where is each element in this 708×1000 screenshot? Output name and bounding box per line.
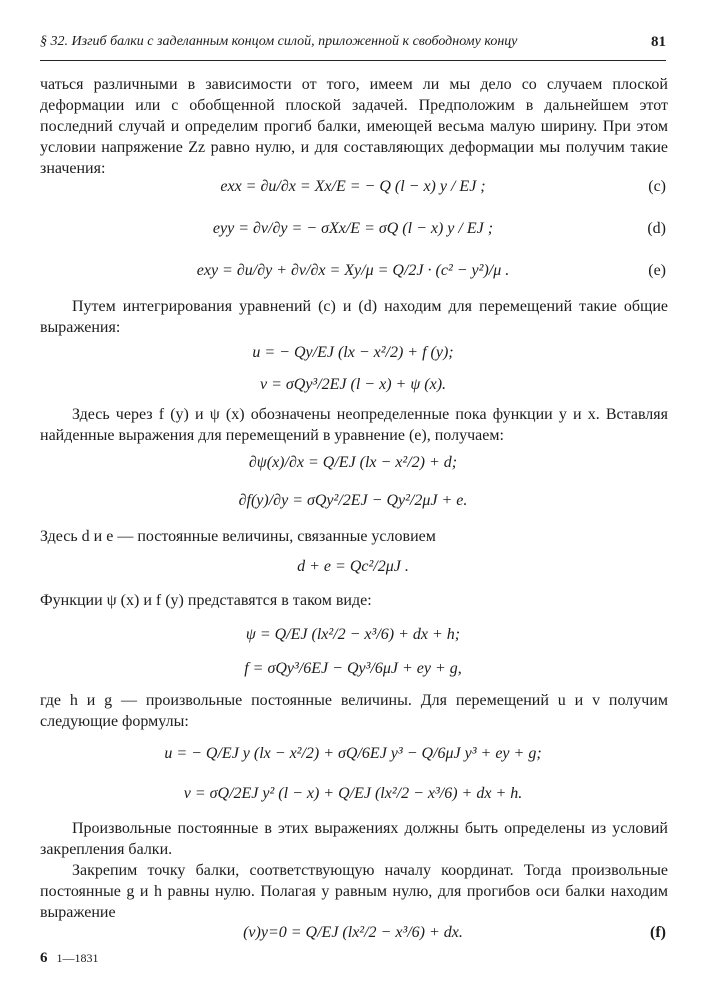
equation-d-plus-e: d + e = Qc²/2μJ . (297, 558, 409, 575)
running-header (40, 34, 666, 50)
equation-tag-d: (d) (647, 220, 666, 237)
equation-psi: ψ = Q/EJ (lx²/2 − x³/6) + dx + h; (245, 626, 461, 643)
equation-tag-f: (f) (650, 924, 666, 941)
sheet-number: 6 (40, 950, 48, 966)
paragraph-4: Здесь d и e — постоянные величины, связанные условием (40, 528, 436, 545)
equation-c: exx = ∂u/∂x = Xx/E = − Q (l − x) y / EJ ; (220, 178, 486, 195)
paragraph-5: Функции ψ (x) и f (y) представятся в таком виде: (40, 592, 372, 609)
equation-df: ∂f(y)/∂y = σQy²/2EJ − Qy²/2μJ + e. (238, 492, 468, 509)
equation-d: eyy = ∂v/∂y = − σXx/E = σQ (l − x) y / EJ ; (212, 220, 494, 237)
equation-deflection: (v)y=0 = Q/EJ (lx²/2 − x³/6) + dx. (243, 924, 463, 941)
equation-v-final: v = σQ/2EJ y² (l − x) + Q/EJ (lx²/2 − x³/6) + dx + h. (183, 785, 523, 802)
equation-u-general: u = − Qy/EJ (lx − x²/2) + f (y); (252, 344, 454, 361)
equation-tag-e: (e) (648, 262, 666, 279)
paragraph-8: Закрепим точку балки, соответствующую началу координат. Тогда произвольные постоянные g и h равны нулю. Полагая y равным нулю, для прогибов оси балки находим выражение (40, 862, 668, 921)
paragraph-2: Путем интегрирования уравнений (c) и (d) находим для перемещений такие общие выражения: (40, 298, 668, 336)
equation-e: exy = ∂u/∂y + ∂v/∂x = Xy/μ = Q/2J · (c² − y²)/μ . (196, 262, 510, 279)
page-number: 81 (651, 34, 666, 50)
paragraph-7: Произвольные постоянные в этих выражениях должны быть определены из условий закрепления балки. (40, 820, 668, 858)
paragraph-6: где h и g — произвольные постоянные величины. Для перемещений u и v получим следующие формулы: (40, 692, 668, 730)
equation-v-general: v = σQy³/2EJ (l − x) + ψ (x). (259, 376, 447, 393)
paragraph-1: чаться различными в зависимости от того, имеем ли мы дело со случаем плоской деформации или с обобщенной плоской задачей. Предположим в дальнейшем этот последний случай и определим прогиб балки, имеющей весьма малую ширину. При этом условии напряжение Zz равно нулю, и для составляющих деформации мы получим такие значения: (40, 76, 668, 177)
signature-mark: 1—1831 (56, 951, 99, 965)
header-rule (40, 60, 666, 61)
equation-u-final: u = − Q/EJ y (lx − x²/2) + σQ/6EJ y³ − Q/6μJ y³ + ey + g; (164, 745, 542, 762)
running-title: § 32. Изгиб балки с заделанным концом силой, приложенной к свободному концу (40, 34, 518, 49)
paragraph-3: Здесь через f (y) и ψ (x) обозначены неопределенные пока функции y и x. Вставляя найденные выражения для перемещений в уравнение (e), получаем: (40, 406, 668, 444)
equation-f: f = σQy³/6EJ − Qy³/6μJ + ey + g, (244, 660, 462, 677)
printer-signature (40, 950, 99, 967)
equation-tag-c: (c) (648, 178, 666, 195)
equation-dpsi: ∂ψ(x)/∂x = Q/EJ (lx − x²/2) + d; (248, 454, 458, 471)
